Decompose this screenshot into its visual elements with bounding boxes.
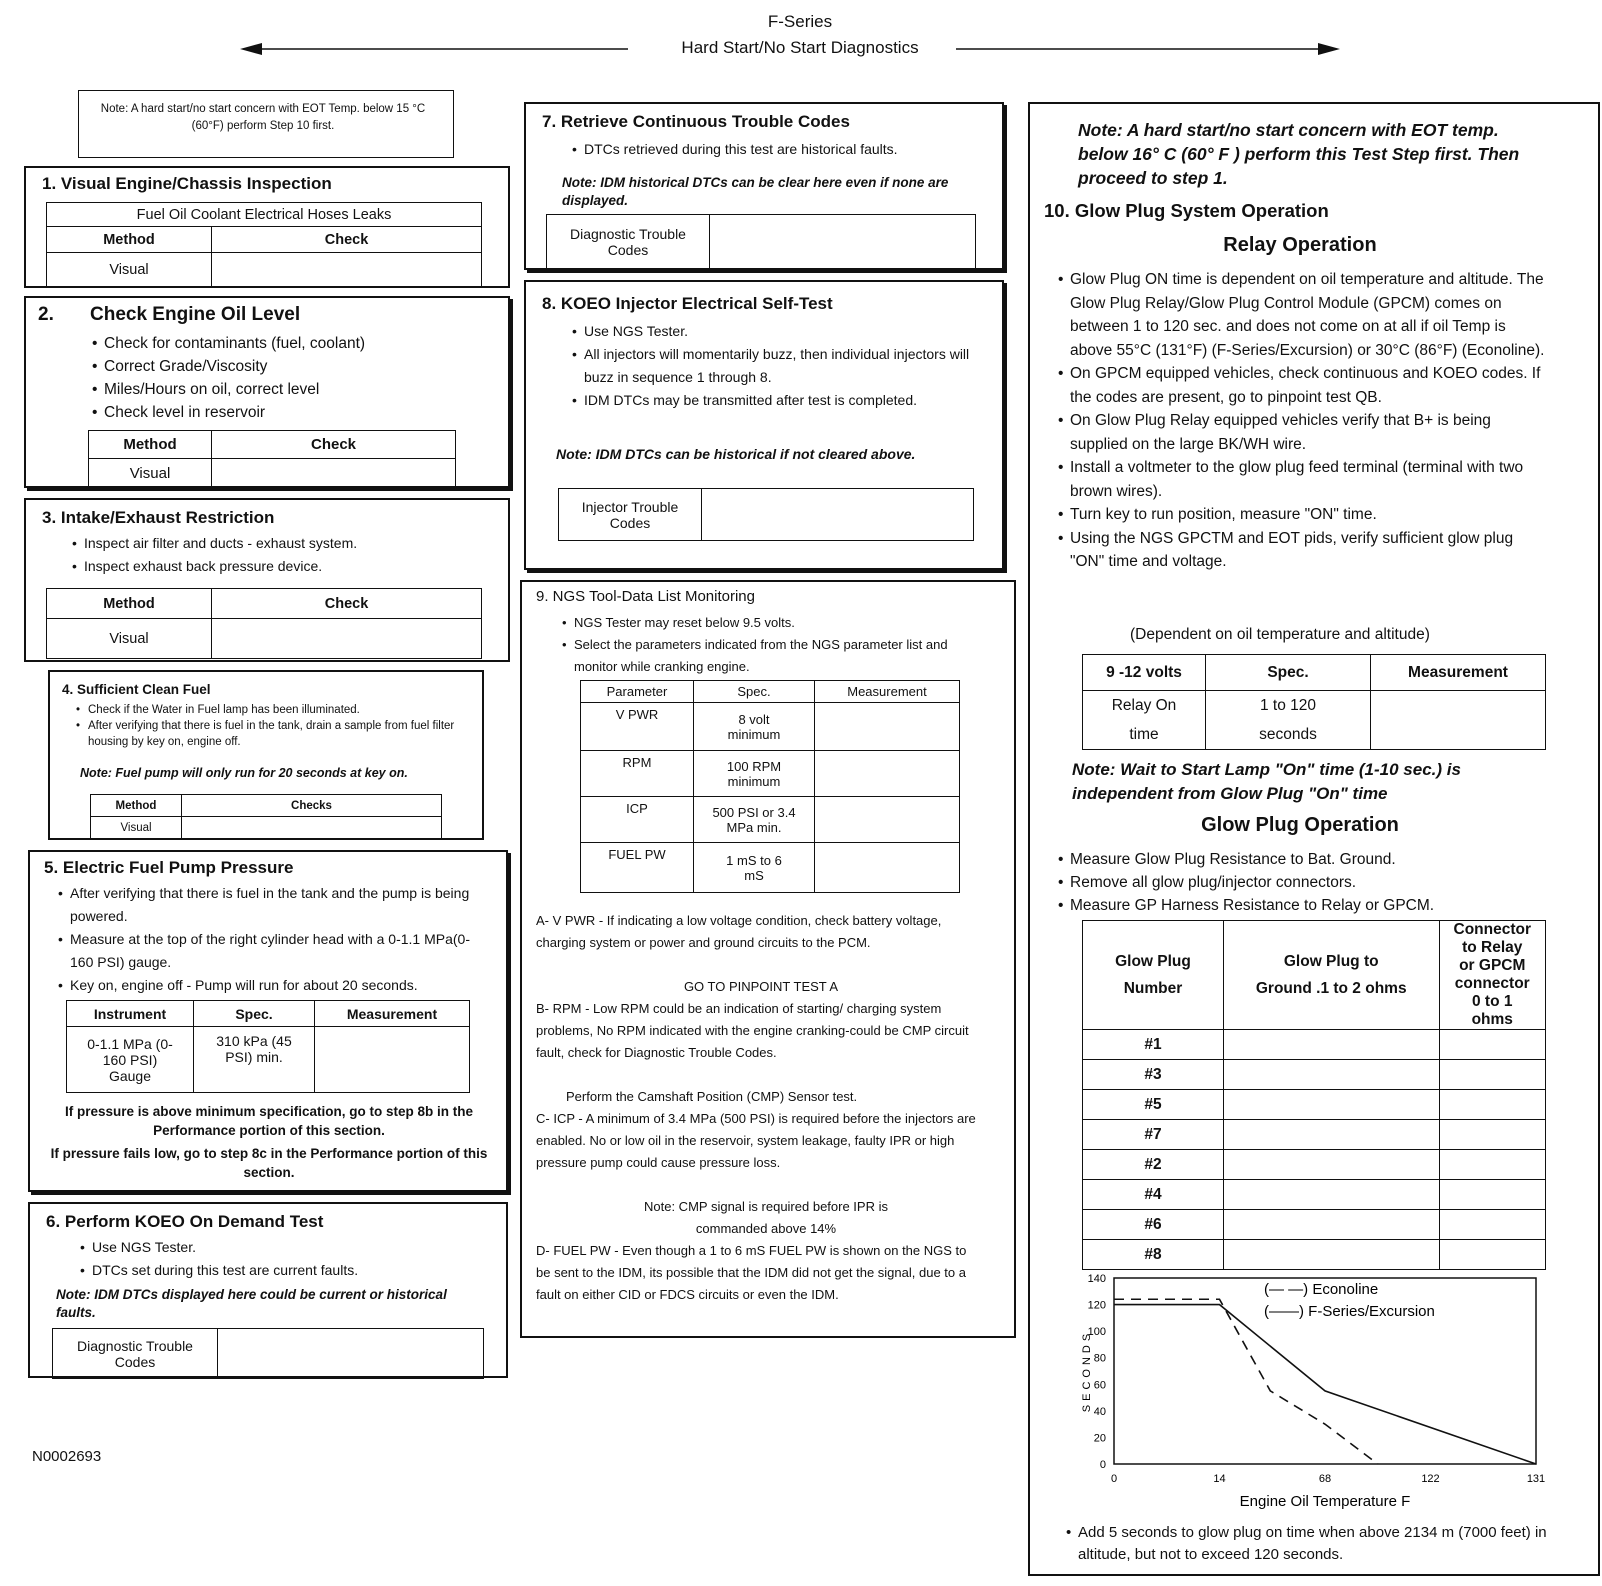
s10-footer <box>1066 1522 1578 1566</box>
s10-relay-bullet: • Turn key to run position, measure "ON" time. <box>1058 503 1548 527</box>
s4-bullet: • Check if the Water in Fuel lamp has been illuminated. <box>76 702 468 718</box>
s10-relay-bullets <box>1058 268 1548 574</box>
s9-measurement-cell[interactable] <box>815 843 960 893</box>
s1-check-cell[interactable] <box>212 253 482 287</box>
chart-x-tick-label: 131 <box>1526 1473 1546 1485</box>
s9-bullet: • NGS Tester may reset below 9.5 volts. <box>562 612 982 634</box>
s1-title: 1. Visual Engine/Chassis Inspection <box>42 174 332 193</box>
chart-series-f-series-excursion <box>1114 1305 1536 1464</box>
chart-series-econoline <box>1114 1299 1378 1464</box>
s10-relay-table <box>1082 654 1546 750</box>
s9-row-spec: 100 RPM minimum <box>694 751 815 797</box>
chart-x-tick-label: 68 <box>1318 1473 1332 1485</box>
s7-bullet: • DTCs retrieved during this test are historical faults. <box>572 138 898 161</box>
glow-plug-time-chart <box>1080 1264 1560 1514</box>
s10-gp-title: Glow Plug Operation <box>1201 814 1399 836</box>
note-top-box <box>78 90 454 158</box>
s10-gp-ground-cell[interactable] <box>1223 1090 1439 1120</box>
s9-col-measurement: Measurement <box>815 681 960 703</box>
s10-gp-connector-cell[interactable] <box>1439 1120 1546 1150</box>
chart-legend-entry: (— —) Econoline <box>1264 1281 1379 1298</box>
s10-gp-ground-cell[interactable] <box>1223 1210 1439 1240</box>
s9-row-spec: 8 volt minimum <box>694 703 815 751</box>
s5-bold-1: If pressure is above minimum specification, go to step 8b in the Performance portion of this section. <box>64 1104 474 1138</box>
s4-col-method: Method <box>91 795 182 817</box>
s10-relay-bullet: • On GPCM equipped vehicles, check continuous and KOEO codes. If the codes are present, go to pinpoint test QB. <box>1058 362 1548 409</box>
s2-col-method: Method <box>89 431 212 459</box>
s10-gp-connector-cell[interactable] <box>1439 1210 1546 1240</box>
s10-note2: Note: Wait to Start Lamp "On" time (1-10 sec.) is independent from Glow Plug "On" time <box>1072 760 1461 803</box>
s10-gp-connector-cell[interactable] <box>1439 1090 1546 1120</box>
s9-b2: Perform the Camshaft Position (CMP) Sensor test. <box>566 1089 858 1104</box>
section-4 <box>48 670 484 840</box>
s7-dtc-cell[interactable] <box>710 215 976 269</box>
s3-check-cell[interactable] <box>212 619 482 659</box>
s8-dtc-cell[interactable] <box>702 489 974 541</box>
s4-row-method: Visual <box>91 817 182 839</box>
s2-bullet: • Check for contaminants (fuel, coolant) <box>92 332 365 355</box>
s10-gp-ground-cell[interactable] <box>1223 1030 1439 1060</box>
chart-x-tick-label: 0 <box>1110 1473 1118 1485</box>
chart-y-label: SECONDS <box>1081 1329 1093 1413</box>
header-arrows <box>240 40 1350 60</box>
s9-col-spec: Spec. <box>694 681 815 703</box>
s10-gp-connector-cell[interactable] <box>1439 1030 1546 1060</box>
section-5 <box>28 850 508 1192</box>
s7-title: 7. Retrieve Continuous Trouble Codes <box>542 112 850 131</box>
s10-gp-ground-cell[interactable] <box>1223 1180 1439 1210</box>
s10-gp-row: #2 <box>1083 1150 1224 1180</box>
s3-title: 3. Intake/Exhaust Restriction <box>42 508 275 527</box>
s9-table <box>580 680 960 893</box>
s10-relay-bullet: • Glow Plug ON time is dependent on oil temperature and altitude. The Glow Plug Relay/Glow Plug Control Module (GPCM) comes on between 1 to 120 sec. and does not come on at all if oil Temp is above 55°C (131°F) (F-Series/Excursion) or 30°C (86°F) (Econoline). <box>1058 268 1548 362</box>
s10-gp-bullet: • Measure GP Harness Resistance to Relay or GPCM. <box>1058 894 1558 917</box>
s8-label: Injector Trouble Codes <box>559 489 702 541</box>
s3-table <box>46 588 482 659</box>
s6-bullet: • Use NGS Tester. <box>80 1236 358 1259</box>
s9-title: 9. NGS Tool-Data List Monitoring <box>536 588 755 605</box>
s9-row-spec: 1 mS to 6 mS <box>694 843 815 893</box>
chart-x-tick-label: 14 <box>1213 1473 1226 1485</box>
s6-note: Note: IDM DTCs displayed here could be current or historical faults. <box>56 1287 447 1320</box>
figure-id: N0002693 <box>32 1448 102 1465</box>
s10-title: 10. Glow Plug System Operation <box>1044 200 1329 221</box>
chart-x-tick-label: 122 <box>1421 1473 1440 1485</box>
s10-note: Note: A hard start/no start concern with EOT temp. below 16° C (60° F ) perform this Test Step first. Then proceed to step 1. <box>1078 120 1520 188</box>
s1-table <box>46 202 482 287</box>
s9-a: A- V PWR - If indicating a low voltage condition, check battery voltage, charging system or power and ground circuits to the PCM. <box>536 913 942 950</box>
s9-b: B- RPM - Low RPM could be an indication of starting/ charging system problems, No RPM indicated with the engine cranking-could be CMP circuit fault, check for Diagnostic Trouble Codes. <box>536 1001 969 1060</box>
header-series: F-Series <box>767 12 833 31</box>
s3-bullets <box>72 532 357 578</box>
s9-col-parameter: Parameter <box>581 681 694 703</box>
s1-col-method: Method <box>47 227 212 253</box>
s10-gp-ground-cell[interactable] <box>1223 1150 1439 1180</box>
s8-bullet: • All injectors will momentarily buzz, then individual injectors will buzz in sequence 1 through 8. <box>572 343 992 389</box>
s6-label: Diagnostic Trouble Codes <box>53 1329 218 1379</box>
s10-relay-col2: Spec. <box>1206 655 1371 691</box>
s9-c: C- ICP - A minimum of 3.4 MPa (500 PSI) is required before the injectors are enabled. No or low oil in the reservoir, system leakage, faulty IPR or high pressure pump could cause pressure loss. <box>536 1111 976 1170</box>
s8-table <box>558 488 974 541</box>
section-3 <box>24 498 510 662</box>
chart-y-tick-label: 40 <box>1093 1405 1106 1418</box>
s10-gp-row: #4 <box>1083 1180 1224 1210</box>
s5-bullet: • After verifying that there is fuel in the tank and the pump is being powered. <box>58 882 488 928</box>
s9-bullet: • Select the parameters indicated from the NGS parameter list and monitor while cranking engine. <box>562 634 982 678</box>
s10-relay-row1: Relay On time <box>1083 691 1206 750</box>
s3-row-method: Visual <box>47 619 212 659</box>
chart-x-label: Engine Oil Temperature F <box>1239 1493 1411 1510</box>
s4-check-cell[interactable] <box>182 817 442 839</box>
s2-col-check: Check <box>212 431 456 459</box>
s5-col-instrument: Instrument <box>67 1001 194 1027</box>
section-6 <box>28 1202 508 1378</box>
s1-items-row: Fuel Oil Coolant Electrical Hoses Leaks <box>47 203 482 227</box>
chart-y-tick-label: 140 <box>1087 1273 1106 1285</box>
section-8 <box>524 280 1004 570</box>
s2-table <box>88 430 456 489</box>
s8-title: 8. KOEO Injector Electrical Self-Test <box>542 294 833 313</box>
s10-relay-title: Relay Operation <box>1223 234 1377 256</box>
s2-row-method: Visual <box>89 459 212 489</box>
s10-gp-row: #3 <box>1083 1060 1224 1090</box>
s6-bullet: • DTCs set during this test are current faults. <box>80 1259 358 1282</box>
header-title: Hard Start/No Start Diagnostics <box>681 38 919 57</box>
s3-col-check: Check <box>212 589 482 619</box>
s4-col-check: Checks <box>182 795 442 817</box>
s5-col-measurement: Measurement <box>315 1001 470 1027</box>
s5-row-spec: 310 kPa (45 PSI) min. <box>194 1027 315 1093</box>
s6-title: 6. Perform KOEO On Demand Test <box>46 1212 324 1231</box>
s10-footer-text: Add 5 seconds to glow plug on time when above 2134 m (7000 feet) in altitude, but not to exceed 120 seconds. <box>1078 1524 1547 1563</box>
s10-relay-col1: 9 -12 volts <box>1083 655 1206 691</box>
s10-gp-row: #5 <box>1083 1090 1224 1120</box>
s2-bullet: • Check level in reservoir <box>92 401 365 424</box>
s8-bullet: • IDM DTCs may be transmitted after test is completed. <box>572 389 992 412</box>
s1-row-method: Visual <box>47 253 212 287</box>
s1-col-check: Check <box>212 227 482 253</box>
s4-bullet: • After verifying that there is fuel in the tank, drain a sample from fuel filter housing by key on, engine off. <box>76 718 468 750</box>
s10-gp-row: #1 <box>1083 1030 1224 1060</box>
section-7 <box>524 102 1004 270</box>
chart-y-tick-label: 120 <box>1087 1299 1106 1312</box>
s9-row-param: RPM <box>581 751 694 797</box>
s10-gp-connector-cell[interactable] <box>1439 1060 1546 1090</box>
section-10 <box>1028 102 1600 1576</box>
s10-relay-row2: 1 to 120 seconds <box>1206 691 1371 750</box>
s2-title: Check Engine Oil Level <box>90 304 301 325</box>
section-2 <box>24 296 510 488</box>
s5-bullet: • Measure at the top of the right cylinder head with a 0-1.1 MPa(0-160 PSI) gauge. <box>58 928 488 974</box>
s10-gp-bullet: • Remove all glow plug/injector connectors. <box>1058 871 1558 894</box>
s10-gp-ground-cell[interactable] <box>1223 1060 1439 1090</box>
s10-gp-table <box>1082 920 1546 1270</box>
s10-relay-col3: Measurement <box>1371 655 1546 691</box>
s6-dtc-cell[interactable] <box>218 1329 484 1379</box>
s10-gp-bullet: • Measure Glow Plug Resistance to Bat. Ground. <box>1058 848 1558 871</box>
s6-table <box>52 1328 484 1379</box>
s2-bullet: • Correct Grade/Viscosity <box>92 355 365 378</box>
s10-dependent: (Dependent on oil temperature and altitude) <box>1130 626 1430 643</box>
s2-num: 2. <box>38 304 54 325</box>
s9-d: D- FUEL PW - Even though a 1 to 6 mS FUEL PW is shown on the NGS to be sent to the IDM, its possible that the IDM did not get the signal, due to a fault on either CID or FDCS circuits or even the IDM. <box>536 1243 967 1302</box>
s4-note: Note: Fuel pump will only run for 20 seconds at key on. <box>80 766 408 780</box>
s5-bold-2: If pressure fails low, go to step 8c in the Performance portion of this section. <box>50 1146 488 1180</box>
s7-label: Diagnostic Trouble Codes <box>547 215 710 269</box>
note-top-text: Note: A hard start/no start concern with EOT Temp. below 15 °C (60°F) perform Step 10 first. <box>100 103 426 132</box>
s9-measurement-cell[interactable] <box>815 797 960 843</box>
chart-y-tick-label: 60 <box>1093 1379 1106 1392</box>
s7-bullets <box>572 138 898 161</box>
s3-bullet: • Inspect air filter and ducts - exhaust system. <box>72 532 357 555</box>
s9-row-param: ICP <box>581 797 694 843</box>
s9-row-param: V PWR <box>581 703 694 751</box>
s9-measurement-cell[interactable] <box>815 703 960 751</box>
s10-gp-row: #8 <box>1083 1240 1224 1270</box>
s5-bullets <box>58 882 488 997</box>
s5-measurement-cell[interactable] <box>315 1027 470 1093</box>
s3-col-method: Method <box>47 589 212 619</box>
s5-col-spec: Spec. <box>194 1001 315 1027</box>
s2-bullets <box>92 332 365 424</box>
s5-bullet: • Key on, engine off - Pump will run for about 20 seconds. <box>58 974 488 997</box>
s10-relay-bullet: • On Glow Plug Relay equipped vehicles verify that B+ is being supplied on the large BK/WH wire. <box>1058 409 1548 456</box>
s7-table <box>546 214 976 269</box>
s10-gp-col3: Connector to Relay or GPCM connector 0 to 1 ohms <box>1439 921 1546 1030</box>
s10-footer-bullet: • <box>1066 1524 1072 1541</box>
s10-gp-col1: Glow Plug Number <box>1083 921 1224 1030</box>
s5-row-instrument: 0-1.1 MPa (0-160 PSI) Gauge <box>67 1027 194 1093</box>
s10-gp-row: #6 <box>1083 1210 1224 1240</box>
s8-bullets <box>572 320 992 412</box>
s10-gp-row: #7 <box>1083 1120 1224 1150</box>
chart-y-tick-label: 0 <box>1099 1459 1106 1471</box>
section-9 <box>520 580 1016 1338</box>
section-1 <box>24 166 510 288</box>
s9-a-goto: GO TO PINPOINT TEST A <box>683 979 839 994</box>
s10-gp-bullets <box>1058 848 1558 917</box>
s10-relay-bullet: • Using the NGS GPCTM and EOT pids, verify sufficient glow plug "ON" time and voltage. <box>1058 527 1548 574</box>
s10-relay-measurement-cell[interactable] <box>1371 691 1546 750</box>
s4-bullets <box>76 702 468 750</box>
s4-table <box>90 794 442 839</box>
s7-note: Note: IDM historical DTCs can be clear here even if none are displayed. <box>562 175 949 208</box>
s4-title: 4. Sufficient Clean Fuel <box>62 682 211 697</box>
s9-bullets <box>562 612 982 678</box>
s10-gp-ground-cell[interactable] <box>1223 1120 1439 1150</box>
chart-y-tick-label: 20 <box>1093 1432 1106 1445</box>
chart-legend-entry: (——) F-Series/Excursion <box>1264 1303 1435 1320</box>
s8-bullet: • Use NGS Tester. <box>572 320 992 343</box>
s10-gp-col2: Glow Plug to Ground .1 to 2 ohms <box>1223 921 1439 1030</box>
s10-gp-connector-cell[interactable] <box>1439 1180 1546 1210</box>
s2-check-cell[interactable] <box>212 459 456 489</box>
s9-measurement-cell[interactable] <box>815 751 960 797</box>
s2-bullet: • Miles/Hours on oil, correct level <box>92 378 365 401</box>
s10-gp-connector-cell[interactable] <box>1439 1150 1546 1180</box>
s6-bullets <box>80 1236 358 1282</box>
chart-y-tick-label: 80 <box>1093 1352 1106 1365</box>
s9-row-spec: 500 PSI or 3.4 MPa min. <box>694 797 815 843</box>
s5-title: 5. Electric Fuel Pump Pressure <box>44 858 294 877</box>
s3-bullet: • Inspect exhaust back pressure device. <box>72 555 357 578</box>
s5-table <box>66 1000 470 1093</box>
s8-note: Note: IDM DTCs can be historical if not cleared above. <box>556 446 916 462</box>
chart-y-tick-label: 100 <box>1087 1326 1106 1339</box>
s9-row-param: FUEL PW <box>581 843 694 893</box>
s10-relay-bullet: • Install a voltmeter to the glow plug feed terminal (terminal with two brown wires). <box>1058 456 1548 503</box>
s9-c-note: Note: CMP signal is required before IPR is commanded above 14% <box>644 1199 888 1236</box>
